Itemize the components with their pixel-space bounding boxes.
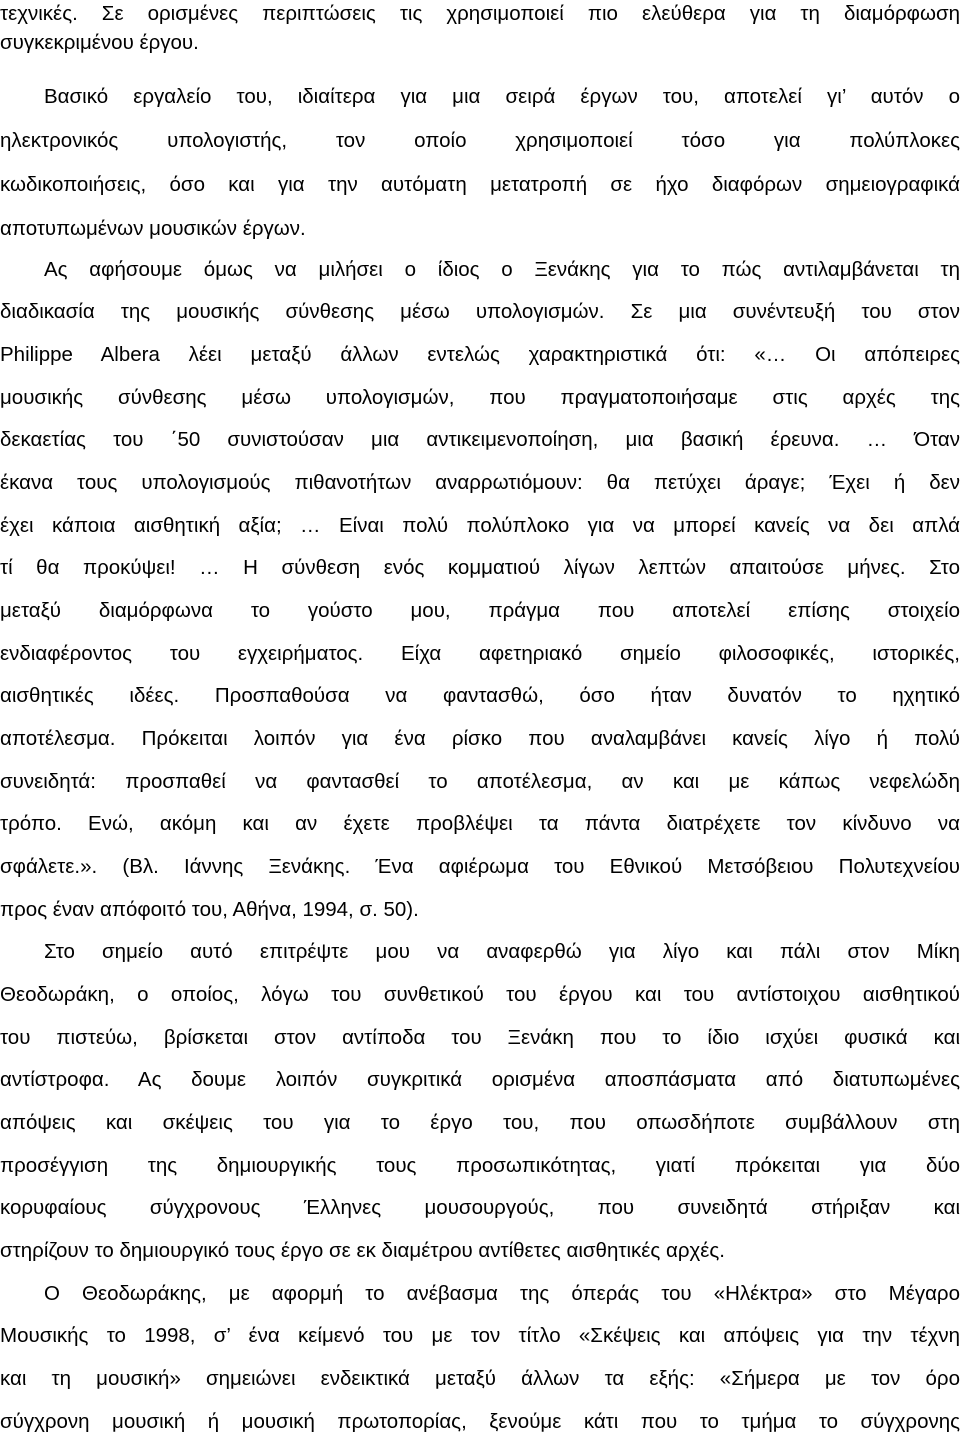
text-line: μουσικής σύνθεσης μέσω υπολογισμών, που πραγματοποιήσαμε στις αρχές της: [0, 386, 960, 409]
text-line: απόψεις και σκέψεις του για το έργο του, που οπωσδήποτε συμβάλλουν στη: [0, 1111, 960, 1134]
text-line: συγκεκριμένου έργου.: [0, 31, 199, 54]
text-line: του πιστεύω, βρίσκεται στον αντίποδα του Ξενάκη που το ίδιο ισχύει φυσικά και: [0, 1026, 960, 1049]
text-line: ενδιαφέροντος του εγχειρήματος. Είχα αφετηριακό σημείο φιλοσοφικές, ιστορικές,: [0, 642, 960, 665]
text-line: προσέγγιση της δημιουργικής τους προσωπικότητας, γιατί πρόκειται για δύο: [0, 1154, 960, 1177]
text-line: Ας αφήσουμε όμως να μιλήσει ο ίδιος ο Ξενάκης για το πώς αντιλαμβάνεται τη: [44, 258, 960, 281]
text-line: αντίστροφα. Ας δουμε λοιπόν συγκριτικά ορισμένα αποσπάσματα από διατυπωμένες: [0, 1068, 960, 1091]
text-line: αποτέλεσμα. Πρόκειται λοιπόν για ένα ρίσκο που αναλαμβάνει κανείς λίγο ή πολύ: [0, 727, 960, 750]
text-line: δεκαετίας του ΄50 συνιστούσαν μια αντικειμενοποίηση, μια βασική έρευνα. … Όταν: [0, 428, 960, 451]
text-line: έχει κάποια αισθητική αξία; … Είναι πολύ πολύπλοκο για να μπορεί κανείς να δει απλά: [0, 514, 960, 537]
text-line: συνειδητά: προσπαθεί να φαντασθεί το αποτέλεσμα, αν και με κάπως νεφελώδη: [0, 770, 960, 793]
text-line: έκανα τους υπολογισμούς πιθανοτήτων αναρρωτιόμουν: θα πετύχει άραγε; Έχει ή δεν: [0, 471, 960, 494]
text-line: Βασικό εργαλείο του, ιδιαίτερα για μια σειρά έργων του, αποτελεί γι’ αυτόν ο: [44, 85, 960, 108]
text-line: μεταξύ διαμόρφωνα το γούστο μου, πράγμα που αποτελεί επίσης στοιχείο: [0, 599, 960, 622]
text-line: σφάλετε.». (Βλ. Ιάννης Ξενάκης. Ένα αφιέρωμα του Εθνικού Μετσόβειου Πολυτεχνείου: [0, 855, 960, 878]
text-line: ηλεκτρονικός υπολογιστής, τον οποίο χρησιμοποιεί τόσο για πολύπλοκες: [0, 129, 960, 152]
text-line: κωδικοποιήσεις, όσο και για την αυτόματη μετατροπή σε ήχο διαφόρων σημειογραφικά: [0, 173, 960, 196]
text-line: προς έναν απόφοιτό του, Αθήνα, 1994, σ. 50).: [0, 898, 419, 921]
text-line: και τη μουσική» σημειώνει ενδεικτικά μεταξύ άλλων τα εξής: «Σήμερα με τον όρο: [0, 1367, 960, 1390]
text-line: Στο σημείο αυτό επιτρέψτε μου να αναφερθώ για λίγο και πάλι στον Μίκη: [44, 940, 960, 963]
text-line: τεχνικές. Σε ορισμένες περιπτώσεις τις χρησιμοποιεί πιο ελεύθερα για τη διαμόρφωση: [0, 2, 960, 25]
text-line: στηρίζουν το δημιουργικό τους έργο σε εκ διαμέτρου αντίθετες αισθητικές αρχές.: [0, 1239, 725, 1262]
text-line: αισθητικές ιδέες. Προσπαθούσα να φαντασθώ, όσο ήταν δυνατόν το ηχητικό: [0, 684, 960, 707]
text-line: Philippe Albera λέει μεταξύ άλλων εντελώς χαρακτηριστικά ότι: «… Οι απόπειρες: [0, 343, 960, 366]
text-line: διαδικασία της μουσικής σύνθεσης μέσω υπολογισμών. Σε μια συνέντευξή του στον: [0, 300, 960, 323]
text-line: σύγχρονη μουσική ή μουσική πρωτοπορίας, ξενούμε κάτι που το τμήμα το σύγχρονης: [0, 1410, 960, 1433]
text-line: τρόπο. Ενώ, ακόμη και αν έχετε προβλέψει τα πάντα διατρέχετε τον κίνδυνο να: [0, 812, 960, 835]
text-line: κορυφαίους σύγχρονους Έλληνες μουσουργούς, που συνειδητά στήριξαν και: [0, 1196, 960, 1219]
text-line: αποτυπωμένων μουσικών έργων.: [0, 217, 306, 240]
text-line: Ο Θεοδωράκης, με αφορμή το ανέβασμα της όπεράς του «Ηλέκτρα» στο Μέγαρο: [44, 1282, 960, 1305]
text-line: τί θα προκύψει! … Η σύνθεση ενός κομματιού λίγων λεπτών απαιτούσε μήνες. Στο: [0, 556, 960, 579]
text-line: Μουσικής το 1998, σ’ ένα κείμενό του με τον τίτλο «Σκέψεις και απόψεις για την τέχνη: [0, 1324, 960, 1347]
text-line: Θεοδωράκη, ο οποίος, λόγω του συνθετικού του έργου και του αντίστοιχου αισθητικού: [0, 983, 960, 1006]
